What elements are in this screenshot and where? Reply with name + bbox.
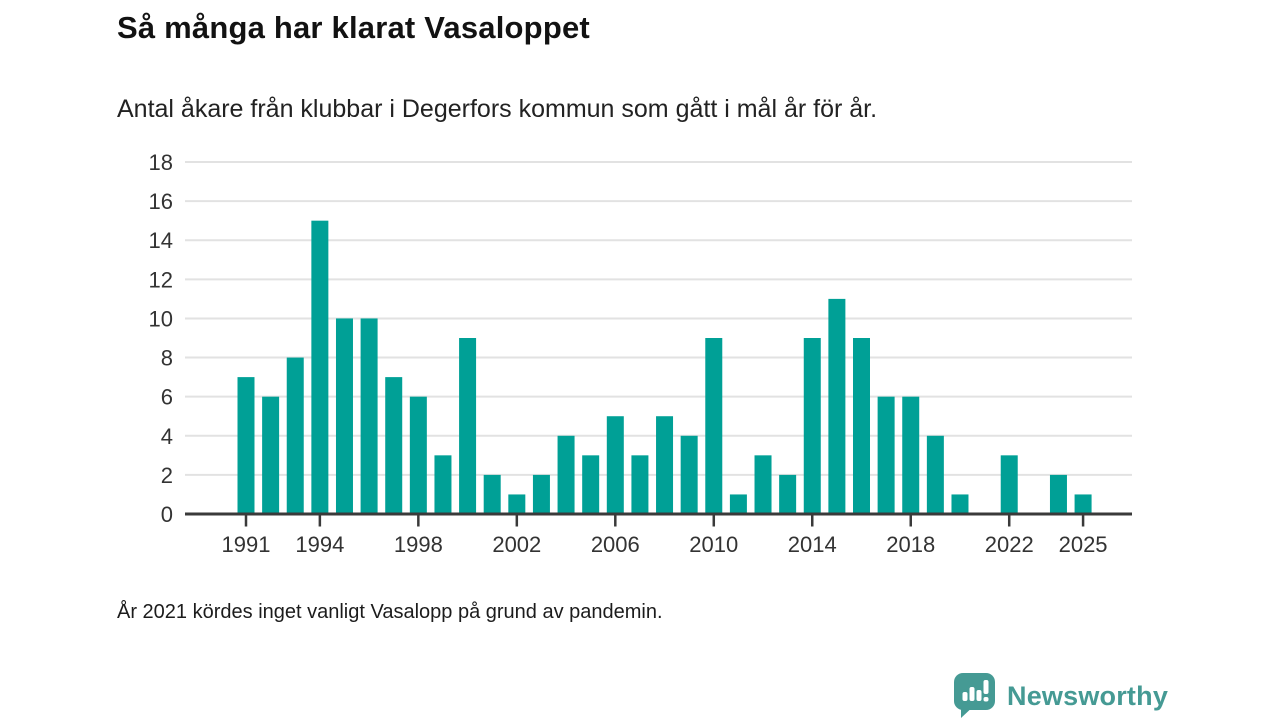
newsworthy-logo xyxy=(953,672,1168,720)
x-axis-label: 1994 xyxy=(295,532,345,557)
bar xyxy=(558,436,575,514)
x-axis-label: 1991 xyxy=(221,532,271,557)
newsworthy-logo-icon xyxy=(953,672,997,720)
bar xyxy=(755,455,772,514)
x-axis-label: 2025 xyxy=(1058,532,1108,557)
bar xyxy=(828,299,845,514)
bar xyxy=(878,397,895,514)
bar xyxy=(1075,494,1092,514)
bar xyxy=(631,455,648,514)
bar xyxy=(1050,475,1067,514)
bar xyxy=(533,475,550,514)
bar xyxy=(656,416,673,514)
bar xyxy=(607,416,624,514)
y-axis-label: 12 xyxy=(148,267,173,293)
bar xyxy=(238,377,255,514)
y-axis-label: 2 xyxy=(160,462,173,488)
y-axis-label: 8 xyxy=(160,345,173,371)
chart-footnote: År 2021 kördes inget vanligt Vasalopp på grund av pandemin. xyxy=(117,601,663,623)
y-axis-label: 14 xyxy=(148,228,173,254)
bar xyxy=(1001,455,1018,514)
y-axis-label: 6 xyxy=(160,384,173,410)
x-axis-label: 2014 xyxy=(787,532,837,557)
x-axis-label: 2002 xyxy=(492,532,542,557)
bar xyxy=(779,475,796,514)
bar xyxy=(410,397,427,514)
y-axis-label: 18 xyxy=(148,150,173,175)
bar xyxy=(336,318,353,514)
bar xyxy=(434,455,451,514)
bar xyxy=(459,338,476,514)
x-axis-label: 1998 xyxy=(393,532,443,557)
x-axis-label: 2018 xyxy=(886,532,936,557)
bar xyxy=(582,455,599,514)
bar xyxy=(804,338,821,514)
y-axis-label: 0 xyxy=(160,502,173,527)
bar xyxy=(730,494,747,514)
bar xyxy=(705,338,722,514)
bar xyxy=(484,475,501,514)
bar xyxy=(853,338,870,514)
bar xyxy=(508,494,525,514)
bar xyxy=(927,436,944,514)
x-axis-label: 2010 xyxy=(689,532,739,557)
y-axis-label: 4 xyxy=(160,423,173,449)
newsworthy-logo-text: Newsworthy xyxy=(1007,680,1169,711)
y-axis-label: 16 xyxy=(148,189,173,215)
y-axis-label: 10 xyxy=(148,306,173,332)
chart-title: Så många har klarat Vasaloppet xyxy=(117,10,590,45)
bar xyxy=(385,377,402,514)
x-axis-label: 2006 xyxy=(590,532,640,557)
bar xyxy=(951,494,968,514)
bar xyxy=(311,221,328,514)
bar xyxy=(287,358,304,514)
x-axis-label: 2022 xyxy=(984,532,1034,557)
bar xyxy=(902,397,919,514)
bar xyxy=(262,397,279,514)
chart-subtitle: Antal åkare från klubbar i Degerfors kommun som gått i mål år för år. xyxy=(117,95,878,123)
bar xyxy=(681,436,698,514)
bar xyxy=(361,318,378,514)
